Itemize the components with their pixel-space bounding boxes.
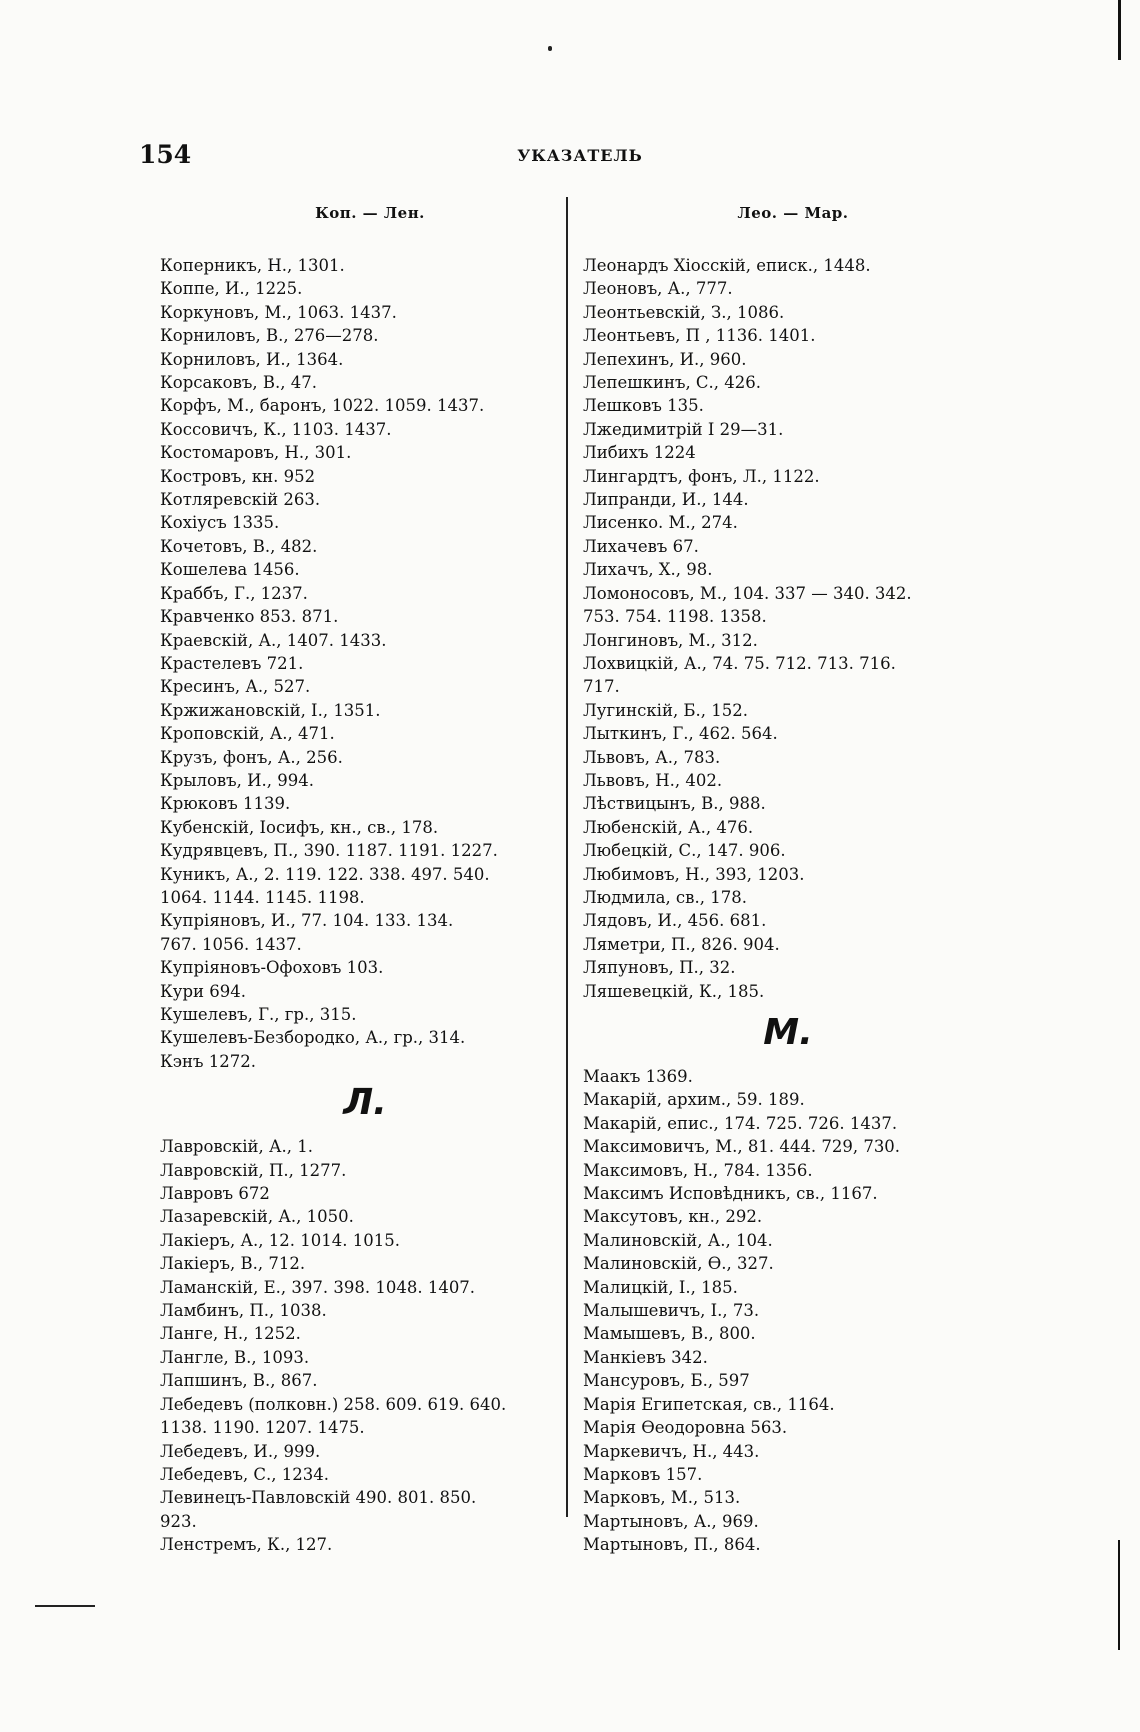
index-entry: Корниловъ, И., 1364. — [160, 349, 344, 369]
index-entry: Лепехинъ, И., 960. — [583, 349, 747, 369]
index-entry: Леонтьевскій, З., 1086. — [583, 302, 785, 322]
index-entry: Маакъ 1369. — [583, 1067, 693, 1086]
index-entry: Корсаковъ, В., 47. — [160, 373, 317, 393]
index-entry: Кресинъ, А., 527. — [160, 677, 311, 697]
index-entry: Лавровъ 672 — [160, 1184, 270, 1204]
index-entry: Кури 694. — [160, 981, 247, 1001]
index-entry: Лешковъ 135. — [583, 396, 704, 416]
index-entry: Кочетовъ, В., 482. — [160, 536, 318, 556]
index-entry: Коппе, И., 1225. — [160, 279, 303, 299]
index-entry-continuation: 717. — [583, 677, 620, 697]
running-head: УКАЗАТЕЛЬ — [517, 146, 643, 165]
entry-list — [583, 254, 993, 1003]
index-entry: Марковъ, М., 513. — [583, 1488, 741, 1508]
index-entry: Куникъ, А., 2. 119. 122. 338. 497. 540. — [160, 864, 490, 884]
index-entry: Львовъ, Н., 402. — [583, 770, 723, 790]
index-entry: Ляметри, П., 826. 904. — [583, 934, 780, 954]
column-header: Коп. — Лен. — [315, 204, 425, 222]
index-entry: Лугинскій, Б., 152. — [583, 700, 749, 720]
index-entry: Лонгиновъ, М., 312. — [583, 630, 758, 650]
index-entry: Купріяновъ-Офоховъ 103. — [160, 958, 384, 978]
index-entry: Лисенко. М., 274. — [583, 513, 738, 533]
index-entry: Максутовъ, кн., 292. — [583, 1207, 763, 1227]
index-entry: Кубенскій, Іосифъ, кн., св., 178. — [160, 817, 439, 837]
index-entry: Макарій, епис., 174. 725. 726. 1437. — [583, 1113, 898, 1133]
index-entry: Леоновъ, А., 777. — [583, 279, 733, 299]
page-edge-mark — [1118, 0, 1121, 60]
index-entry: Крузъ, фонъ, А., 256. — [160, 747, 343, 767]
index-entry: Лядовъ, И., 456. 681. — [583, 911, 767, 931]
index-entry: Либихъ 1224 — [583, 443, 696, 463]
index-entry-continuation: 923. — [160, 1511, 197, 1531]
index-entry: Кушелевъ, Г., гр., 315. — [160, 1005, 357, 1024]
index-entry: Ламанскій, Е., 397. 398. 1048. 1407. — [160, 1277, 476, 1297]
index-entry: Коркуновъ, М., 1063. 1437. — [160, 302, 397, 322]
index-entry: Лакіеръ, В., 712. — [160, 1254, 306, 1274]
index-entry: Левинецъ-Павловскій 490. 801. 850. — [160, 1488, 477, 1508]
index-entry: Максимъ Исповѣдникъ, св., 1167. — [583, 1184, 878, 1204]
index-entry: Кржижановскій, I., 1351. — [160, 700, 381, 720]
section-letter: Л. — [343, 1082, 387, 1124]
index-entry: Макарій, архим., 59. 189. — [583, 1090, 805, 1110]
index-entry: Лапшинъ, В., 867. — [160, 1371, 318, 1391]
index-entry: Корфъ, М., баронъ, 1022. 1059. 1437. — [160, 396, 485, 416]
index-entry: Мансуровъ, Б., 597 — [583, 1371, 750, 1391]
index-entry: Кравченко 853. 871. — [160, 607, 339, 627]
index-entry: Ленстремъ, К., 127. — [160, 1535, 333, 1555]
index-entry: Краббъ, Г., 1237. — [160, 583, 308, 603]
index-entry: Котляревскій 263. — [160, 490, 321, 510]
ink-speck — [548, 46, 552, 51]
index-entry: Любецкій, С., 147. 906. — [583, 841, 786, 861]
index-entry: Лакіеръ, А., 12. 1014. 1015. — [160, 1230, 400, 1250]
index-entry: Малышевичъ, І., 73. — [583, 1301, 760, 1321]
index-entry: Лавровскій, А., 1. — [160, 1137, 313, 1157]
entry-list — [160, 1135, 570, 1556]
index-entry: Кошелева 1456. — [160, 560, 300, 580]
index-entry: Корниловъ, В., 276—278. — [160, 326, 379, 346]
index-entry: Лебедевъ (полковн.) 258. 609. 619. 640. — [160, 1394, 507, 1414]
index-entry: Коссовичъ, К., 1103. 1437. — [160, 419, 392, 439]
index-entry: Лжедимитрій I 29—31. — [583, 419, 784, 439]
index-entry: Малицкій, І., 185. — [583, 1277, 738, 1297]
index-entry: Максимовичъ, М., 81. 444. 729, 730. — [583, 1137, 901, 1157]
index-entry: Мартыновъ, П., 864. — [583, 1535, 761, 1555]
index-entry-continuation: 767. 1056. 1437. — [160, 934, 302, 954]
index-entry: Максимовъ, Н., 784. 1356. — [583, 1160, 813, 1180]
index-entry: Мамышевъ, В., 800. — [583, 1324, 756, 1344]
index-entry: Краевскій, А., 1407. 1433. — [160, 630, 387, 650]
index-entry: Кудрявцевъ, П., 390. 1187. 1191. 1227. — [160, 841, 498, 861]
index-entry: Марія Ѳеодоровна 563. — [583, 1418, 788, 1438]
index-entry: Лихачъ, Х., 98. — [583, 560, 713, 580]
index-entry: Людмила, св., 178. — [583, 887, 747, 907]
left-column — [160, 200, 570, 1557]
index-entry: Кэнъ 1272. — [160, 1051, 256, 1071]
index-entry: Мартыновъ, А., 969. — [583, 1511, 759, 1531]
index-entry: Лохвицкій, А., 74. 75. 712. 713. 716. — [583, 653, 896, 673]
index-entry: Ламбинъ, П., 1038. — [160, 1301, 327, 1321]
index-entry: Коxiусъ 1335. — [160, 513, 280, 533]
entry-list — [583, 1065, 993, 1557]
index-entry-continuation: 1064. 1144. 1145. 1198. — [160, 887, 365, 907]
index-entry: Коперникъ, Н., 1301. — [160, 256, 345, 275]
right-column — [583, 200, 993, 1557]
index-entry: Лихачевъ 67. — [583, 536, 699, 556]
index-entry: Липранди, И., 144. — [583, 490, 749, 510]
index-entry: Лингардтъ, фонъ, Л., 1122. — [583, 466, 820, 486]
index-entry: Ляшевецкій, К., 185. — [583, 981, 765, 1001]
margin-mark — [35, 1605, 95, 1607]
index-entry: Костомаровъ, Н., 301. — [160, 443, 352, 463]
index-entry: Лавровскій, П., 1277. — [160, 1160, 347, 1180]
index-entry: Манкіевъ 342. — [583, 1347, 708, 1367]
index-entry: Лыткинъ, Г., 462. 564. — [583, 724, 778, 744]
index-entry: Крастелевъ 721. — [160, 653, 304, 673]
index-entry: Лѣствицынъ, В., 988. — [583, 794, 766, 814]
index-entry: Малиновскій, Ѳ., 327. — [583, 1254, 774, 1274]
index-entry: Лепешкинъ, С., 426. — [583, 373, 762, 393]
index-entry: Марія Египетская, св., 1164. — [583, 1394, 835, 1414]
index-entry: Крюковъ 1139. — [160, 794, 291, 814]
index-entry: Ланге, Н., 1252. — [160, 1324, 301, 1344]
index-entry: Любенскій, А., 476. — [583, 817, 754, 837]
page-number: 154 — [139, 140, 192, 169]
page-edge-mark — [1118, 1540, 1120, 1650]
index-entry: Ломоносовъ, М., 104. 337 — 340. 342. — [583, 583, 912, 603]
entry-list — [160, 254, 570, 1073]
index-entry: Лебедевъ, С., 1234. — [160, 1464, 330, 1484]
index-entry: Купріяновъ, И., 77. 104. 133. 134. — [160, 911, 454, 931]
index-entry-continuation: 1138. 1190. 1207. 1475. — [160, 1418, 365, 1438]
index-entry: Кушелевъ-Безбородко, А., гр., 314. — [160, 1028, 466, 1048]
index-entry: Кроповскій, А., 471. — [160, 724, 335, 744]
index-entry: Маркевичъ, Н., 443. — [583, 1441, 760, 1461]
index-entry: Лазаревскій, А., 1050. — [160, 1207, 354, 1227]
index-entry: Лангле, В., 1093. — [160, 1347, 310, 1367]
index-entry: Лебедевъ, И., 999. — [160, 1441, 321, 1461]
index-entry: Леонардъ Хіосскій, еписк., 1448. — [583, 256, 871, 275]
index-entry-continuation: 753. 754. 1198. 1358. — [583, 607, 767, 627]
index-entry: Марковъ 157. — [583, 1464, 703, 1484]
index-entry: Крыловъ, И., 994. — [160, 770, 315, 790]
index-entry: Ляпуновъ, П., 32. — [583, 958, 736, 978]
index-entry: Любимовъ, Н., 393, 1203. — [583, 864, 805, 884]
index-entry: Леонтьевъ, П , 1136. 1401. — [583, 326, 816, 346]
index-entry: Львовъ, А., 783. — [583, 747, 721, 767]
section-letter: М. — [763, 1012, 813, 1053]
index-entry: Малиновскій, А., 104. — [583, 1230, 773, 1250]
index-entry: Костровъ, кн. 952 — [160, 466, 316, 486]
column-header: Лео. — Мар. — [737, 204, 849, 222]
